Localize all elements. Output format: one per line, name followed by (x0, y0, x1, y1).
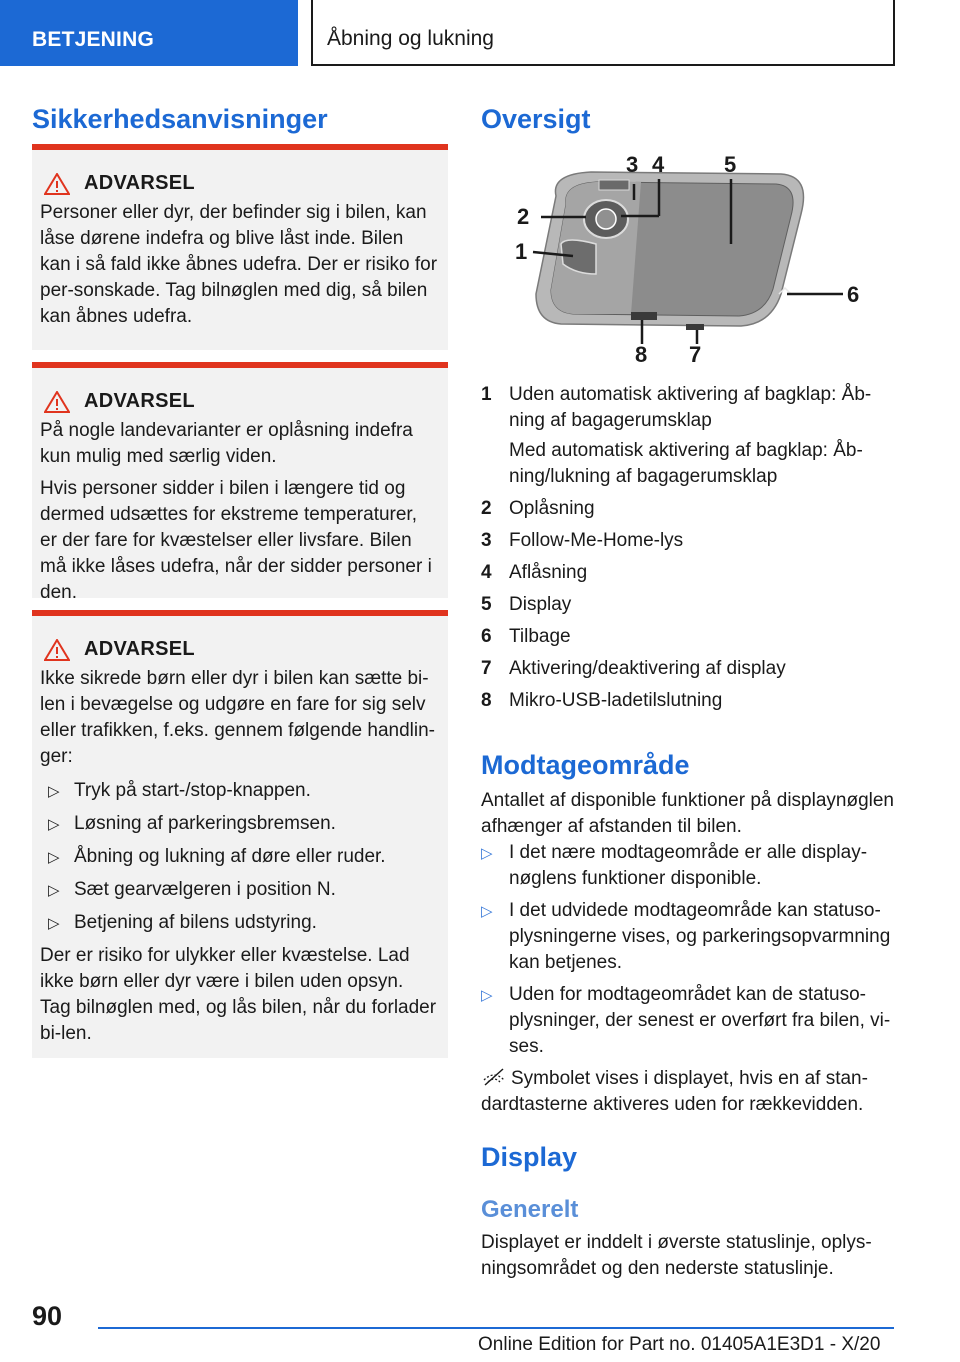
warning-label: ADVARSEL (84, 172, 195, 194)
legend-item: 8 Mikro-USB-ladetilslutning (481, 690, 723, 711)
warning-triangle-icon (44, 391, 70, 413)
triangle-bullet-icon: ▷ (48, 816, 60, 833)
callout-1: 1 (515, 239, 528, 264)
callout-3: 3 (626, 152, 639, 177)
general-text: Displayet er inddelt i øverste statuslinje, oplys-ningsområdet og den nederste statuslinje. (481, 1232, 872, 1279)
page-number: 90 (32, 1301, 63, 1331)
chapter-tab (311, 0, 895, 66)
section-label: BETJENING (32, 28, 154, 51)
callout-6: 6 (847, 282, 860, 307)
overview-title: Oversigt (481, 104, 591, 134)
list-item: ▷ Tryk på start-/stop-knappen. (40, 778, 438, 805)
warning-label: ADVARSEL (84, 390, 195, 412)
symbol-note: Symbolet vises i displayet, hvis en af stan-dardtasterne aktiveres uden for rækkevidden. (481, 1068, 868, 1115)
warning-box-3 (32, 610, 448, 1058)
general-subtitle: Generelt (481, 1196, 579, 1223)
warning-triangle-icon (44, 639, 70, 661)
section-tab (0, 0, 298, 66)
safety-title: Sikkerhedsanvisninger (32, 104, 328, 134)
warning-header (44, 172, 438, 195)
list-item: ▷ Løsning af parkeringsbremsen. (40, 811, 438, 838)
legend-item: 5 Display (481, 594, 572, 615)
figure-legend (481, 382, 901, 720)
triangle-bullet-icon: ▷ (481, 845, 493, 862)
list-item: ▷ Uden for modtageområdet kan de statuso-plysninger, der senest er overført fra bilen, vi-ses. (481, 982, 901, 1060)
callout-7: 7 (689, 342, 702, 367)
legend-subitem: Med automatisk aktivering af bagklap: Åb-ning/lukning af bagagerumsklap (509, 440, 863, 487)
display-title: Display (481, 1142, 578, 1172)
legend-item: 3 Follow-Me-Home-lys (481, 530, 684, 551)
range-list (481, 840, 901, 1066)
warning-triangle-icon (44, 173, 70, 195)
warning-header (44, 638, 438, 661)
page-header (0, 0, 960, 66)
list-item: ▷ Sæt gearvælgeren i position N. (40, 877, 438, 904)
warning-box-1 (32, 144, 448, 350)
list-item: ▷ Betjening af bilens udstyring. (40, 910, 438, 937)
triangle-bullet-icon: ▷ (481, 903, 493, 920)
hazard-list (40, 778, 438, 937)
edition-text: Online Edition for Part no. 01405A1E3D1 - X/20 (478, 1334, 881, 1355)
warning-text: Der er risiko for ulykker eller kvæstelse. Lad ikke børn eller dyr være i bilen uden opsyn. Tag bilnøglen med, og lås bilen, når du forlader bi-len. (40, 945, 437, 1044)
warning-label: ADVARSEL (84, 638, 195, 660)
legend-item: 2 Oplåsning (481, 498, 595, 519)
callout-2: 2 (517, 204, 530, 229)
triangle-bullet-icon: ▷ (48, 783, 60, 800)
list-item: ▷ I det nære modtageområde er alle display-nøglens funktioner disponible. (481, 840, 901, 892)
legend-item: 6 Tilbage (481, 626, 571, 647)
warning-text: På nogle landevarianter er oplåsning indefra kun mulig med særlig viden. (40, 420, 413, 467)
triangle-bullet-icon: ▷ (481, 987, 493, 1004)
list-item: ▷ I det udvidede modtageområde kan statuso-plysningerne vises, og parkeringsopvarmning kan betjenes. (481, 898, 901, 976)
triangle-bullet-icon: ▷ (48, 915, 60, 932)
warning-text: Personer eller dyr, der befinder sig i bilen, kan låse dørene indefra og blive låst inde. Bilen kan i så fald ikke åbnes udefra. Der er risiko for per-sonskade. Tag bilnøglen med dig, så bilen kan åbnes udefra. (40, 202, 438, 327)
chapter-label: Åbning og lukning (327, 27, 494, 50)
range-title: Modtageområde (481, 750, 690, 780)
list-item: ▷ Åbning og lukning af døre eller ruder. (40, 844, 438, 871)
triangle-bullet-icon: ▷ (48, 849, 60, 866)
legend-item: 1 Uden automatisk aktivering af bagklap: Åb-ning af bagagerumsklap (481, 384, 872, 431)
legend-item: 7 Aktivering/deaktivering af display (481, 658, 786, 679)
warning-text: Ikke sikrede børn eller dyr i bilen kan sætte bi-len i bevægelse og udgøre en fare for sig selv eller trafikken, f.eks. gennem følgende handlin-ger: (40, 668, 435, 767)
range-intro: Antallet af disponible funktioner på displaynøglen afhænger af afstanden til bilen. (481, 790, 894, 837)
footer-divider (98, 1327, 894, 1329)
warning-header (44, 390, 438, 413)
warning-box-2 (32, 362, 448, 603)
warning-text: Hvis personer sidder i bilen i længere tid og dermed udsættes for ekstreme temperaturer, er der fare for kvæstelser eller livsfare. Bilen må ikke låses udefra, når der sidder personer i den. (40, 478, 432, 603)
legend-item: 4 Aflåsning (481, 562, 588, 583)
display-key-figure (481, 144, 901, 370)
callout-8: 8 (635, 342, 648, 367)
triangle-bullet-icon: ▷ (48, 882, 60, 899)
callout-4: 4 (652, 152, 665, 177)
callout-5: 5 (724, 152, 737, 177)
out-of-range-icon (481, 1068, 507, 1086)
